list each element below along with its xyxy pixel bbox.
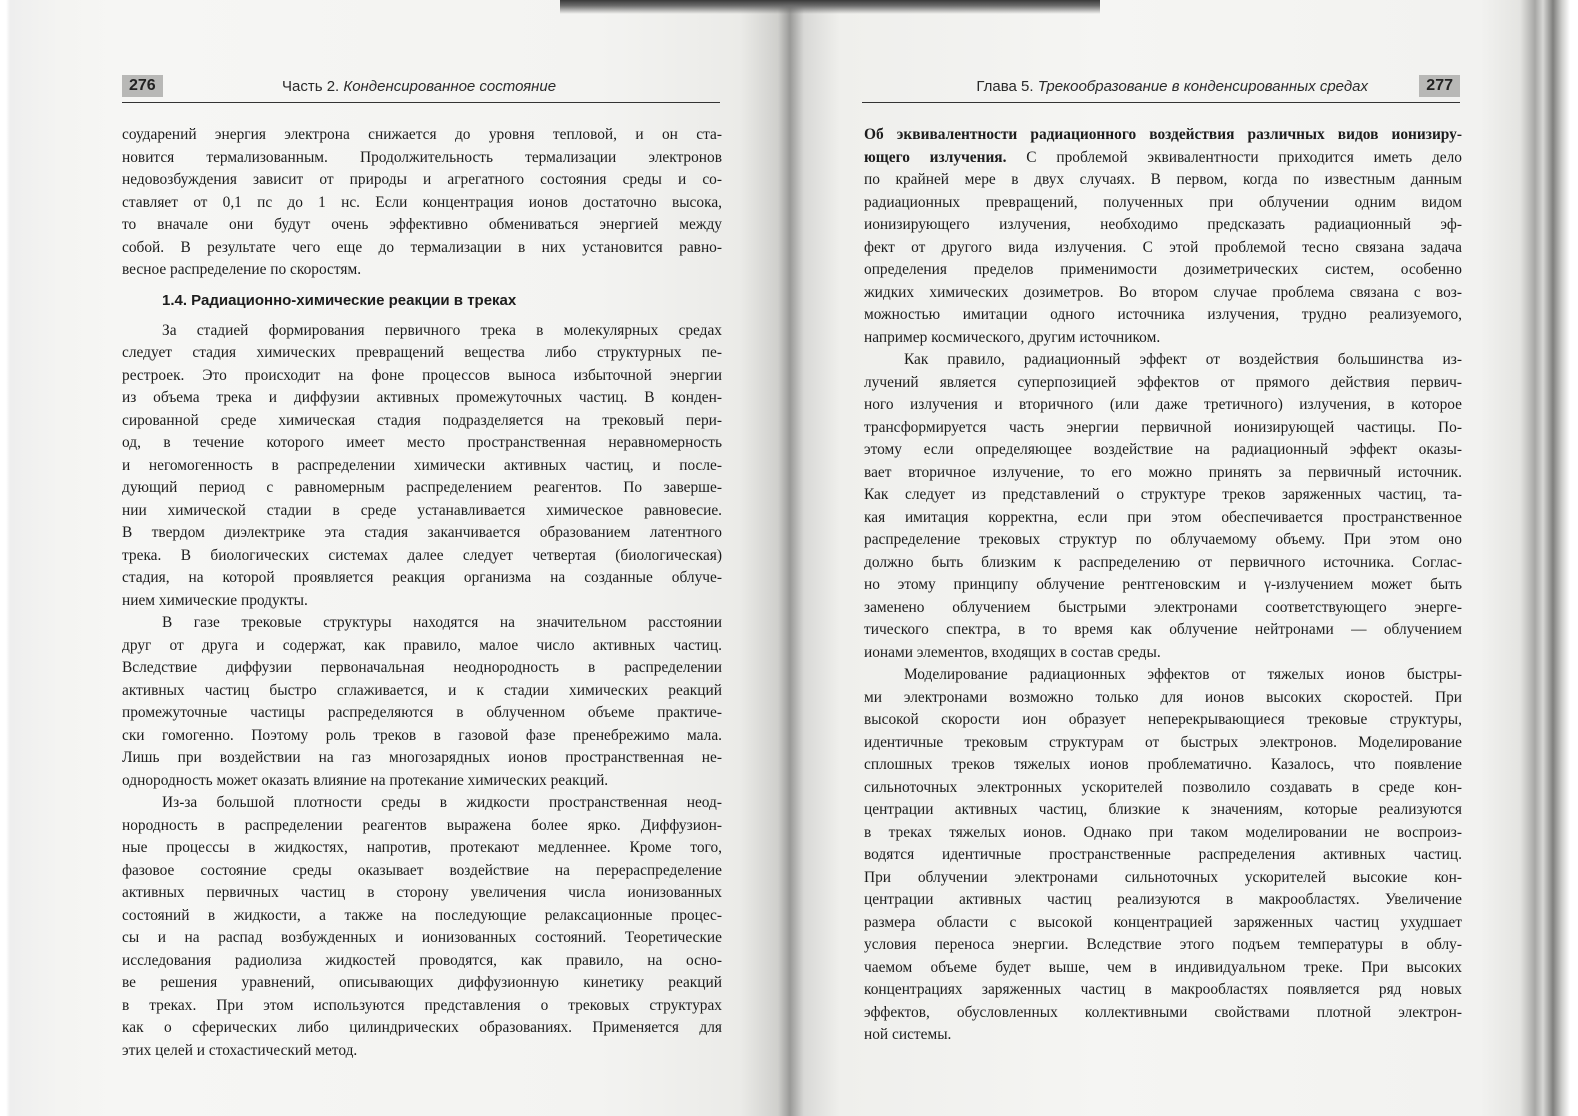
right-page-header: [862, 74, 1460, 103]
text-line: по крайней мере в двух случаях. В первом, когда по известным данным: [864, 171, 1462, 188]
text-line: недовозбуждения зависит от природы и агрегатного состояния среды и со-: [122, 171, 722, 188]
text-line: однородность может оказать влияние на протекание химических реакций.: [122, 771, 609, 789]
text-line: За стадией формирования первичного трека в молекулярных средах: [162, 321, 722, 339]
text-line: лучений является суперпозицией эффектов от прямого действия первич-: [864, 373, 1462, 391]
text-line: должно быть близким к распределению от первичного источника. Соглас-: [864, 553, 1462, 571]
text-line: [864, 124, 1462, 147]
text-line: сильноточных электронных ускорителей позволило создавать в среде кон-: [864, 778, 1462, 796]
text-line: Как следует из представлений о структуре треков заряженных частиц, та-: [864, 486, 1462, 503]
text-line: центрации активных частиц реализуются в макрообластях. Увеличение: [864, 891, 1462, 908]
text-line: концентрациях заряженных частиц в макрообластях появляется ряд новых: [864, 981, 1462, 998]
text-line: трека. В биологических системах далее следует четвертая (биологическая): [122, 546, 722, 564]
text-line: собой. В результате чего еще до термализации в них установится равно-: [122, 238, 722, 256]
text-line: друг от друга и содержат, как правило, малое число активных частиц.: [122, 636, 722, 654]
text-line: размера области с высокой концентрацией заряженных частиц ухудшает: [864, 913, 1462, 931]
text-line: соударений энергия электрона снижается до уровня тепловой, и он ста-: [122, 126, 722, 143]
text-line: ставляет от 0,1 пс до 1 нс. Если концентрация ионов достаточно высока,: [122, 193, 722, 211]
text-line: состояний в жидкости, а также на последующие релаксационные процес-: [122, 906, 722, 924]
text-line: сплошных треков тяжелых ионов проблематично. Казалось, что появление: [864, 756, 1462, 773]
text-line: сированной среде химическая стадия подразделяется на трековый пери-: [122, 411, 722, 429]
left-paragraph-3: [122, 792, 722, 1062]
left-paragraph-1: [122, 320, 722, 613]
right-paragraph-3: [864, 664, 1462, 1047]
text-line: из объема трека и диффузии активных промежуточных частиц. В конден-: [122, 389, 722, 406]
text-line: исследования радиолиза жидкостей проводятся, как правило, на осно-: [122, 951, 722, 969]
text-line: трансформируется часть энергии первичной ионизирующей частицы. По-: [864, 418, 1462, 436]
left-header-title: Конденсированное состояние: [343, 78, 557, 95]
text-line: тического спектра, в то время как облучение нейтронами — облучением: [864, 621, 1462, 638]
bold-lead-text: Об эквивалентности радиационного воздействия различных видов ионизиру-: [864, 126, 1462, 143]
text-line: кая имитация корректна, если при этом обеспечивается пространственное: [864, 508, 1462, 526]
lead-rest-text: С проблемой эквивалентности приходится иметь дело: [1006, 148, 1462, 166]
text-line: этих целей и стохастический метод.: [122, 1041, 358, 1059]
text-line: новится термализованным. Продолжительность термализации электронов: [122, 148, 722, 166]
right-paragraph-1: [864, 124, 1462, 349]
text-line: Моделирование радиационных эффектов от тяжелых ионов быстры-: [904, 666, 1462, 683]
text-line: фазовое состояние среды оказывает воздействие на перераспределение: [122, 861, 722, 879]
text-line: можностью имитации одного источника излучения, трудно реализуемого,: [864, 306, 1462, 323]
right-paragraph-2: [864, 349, 1462, 664]
text-line: центрации активных частиц, близкие к значениям, которые реализуются: [864, 801, 1462, 818]
text-line: сы и на распад возбужденных и ионизованных состояний. Теоретические: [122, 929, 722, 946]
text-line: в треках. При этом используются представления о трековых структурах: [122, 996, 722, 1014]
left-page-header: [122, 74, 720, 103]
text-line: фект от другого вида излучения. С этой проблемой тесно связана задача: [864, 238, 1462, 256]
text-line: эффектов, обусловленных коллективными свойствами плотной электрон-: [864, 1003, 1462, 1021]
text-line: активных первичных частиц в сторону увеличения числа ионизованных: [122, 884, 722, 901]
text-line: вает вторичное излучение, то его можно принять за первичный источник.: [864, 463, 1462, 481]
text-line: нии химической стадии в среде устанавливается химическое равновесие.: [122, 501, 722, 519]
text-line: идентичные трековым структурам от быстрых электронов. Моделирование: [864, 733, 1462, 751]
text-line: ски гомогенно. Поэтому роль треков в газовой фазе пренебрежимо мала.: [122, 726, 722, 744]
section-heading: 1.4. Радиационно-химические реакции в треках: [162, 291, 517, 309]
text-line: высокой скорости ион образует неперекрывающиеся трековые структуры,: [864, 711, 1462, 728]
right-page-body: [864, 124, 1462, 1047]
text-line: чаемом объеме будет выше, чем в индивидуальном треке. При высоких: [864, 958, 1462, 976]
text-line: жидких химических дозиметров. Во втором случае проблема связана с воз-: [864, 283, 1462, 301]
text-line: например космического, другим источником.: [864, 328, 1161, 346]
text-line: заменено облучением быстрыми электронами соответствующего энерге-: [864, 598, 1462, 616]
left-page-body: [122, 124, 722, 1062]
text-line: радиационных превращений, полученных при облучении одним видом: [864, 193, 1462, 211]
text-line: в треках тяжелых ионов. Однако при таком моделировании не воспроиз-: [864, 823, 1462, 841]
text-line: Лишь при воздействии на газ многозарядных ионов пространственная не-: [122, 749, 722, 766]
left-page-number: 276: [122, 75, 163, 97]
text-line: как о сферических либо цилиндрических образованиях. Применяется для: [122, 1019, 722, 1036]
text-line: ные процессы в жидкостях, напротив, протекают медленнее. Кроме того,: [122, 839, 722, 856]
text-line: условия переноса энергии. Вследствие этого подъем температуры в облу-: [864, 936, 1462, 953]
text-line: распределение трековых структур по облучаемому объему. При этом оно: [864, 531, 1462, 548]
text-line: активных частиц быстро сглаживается, и к стадии химических реакций: [122, 681, 722, 699]
text-line: ионами элементов, входящих в состав среды.: [864, 643, 1161, 661]
text-line: рестроек. Это происходит на фоне процессов выноса избыточной энергии: [122, 366, 722, 384]
right-header-title: Трекообразование в конденсированных средах: [1037, 78, 1368, 95]
bold-lead-text: ющего излучения.: [864, 148, 1007, 166]
text-line: од, в течение которого имеет место пространственная неравномерность: [122, 434, 722, 451]
text-line: ве решения уравнений, описывающих диффузионную кинетику реакций: [122, 974, 722, 991]
left-header-part: Часть 2.: [282, 78, 340, 95]
text-line: [864, 147, 1462, 170]
left-paragraph-2: [122, 612, 722, 792]
text-line: нием химические продукты.: [122, 591, 308, 609]
text-line: водятся идентичные пространственные распределения активных частиц.: [864, 846, 1462, 863]
text-line: ионизирующего излучения, необходимо предсказать радиационный эф-: [864, 216, 1462, 233]
text-line: ми электронами возможно только для ионов высоких скоростей. При: [864, 688, 1462, 706]
right-header-part: Глава 5.: [976, 78, 1034, 95]
text-line: весное распределение по скоростям.: [122, 261, 362, 278]
text-line: но этому принципу облучение рентгеновским и γ-излучением может быть: [864, 576, 1462, 593]
text-line: следует стадия химических превращений вещества либо структурных пе-: [122, 344, 722, 361]
text-line: дующий период с равномерным распределением реагентов. По заверше-: [122, 479, 722, 496]
text-line: нородность в распределении реагентов выражена более ярко. Диффузион-: [122, 816, 722, 834]
text-line: этому если определяющее воздействие на радиационный эффект оказы-: [864, 441, 1462, 458]
text-line: промежуточные частицы распределяются в облученном объеме практиче-: [122, 704, 722, 721]
text-line: ной системы.: [864, 1026, 952, 1043]
text-line: то вначале они будут очень эффективно обмениваться энергией между: [122, 216, 722, 233]
right-page: [800, 0, 1578, 1116]
left-intro-paragraph: [122, 124, 722, 282]
right-header-text: [976, 77, 1368, 97]
text-line: определения пределов применимости дозиметрических систем, особенно: [864, 261, 1462, 278]
left-header-text: [282, 77, 556, 97]
right-page-number: 277: [1419, 75, 1460, 97]
text-line: стадия, на которой проявляется реакция организма на созданные облуче-: [122, 569, 722, 586]
text-line: Вследствие диффузии первоначальная неоднородность в распределении: [122, 659, 722, 676]
text-line: В газе трековые структуры находятся на значительном расстоянии: [162, 614, 722, 631]
text-line: Из-за большой плотности среды в жидкости пространственная неод-: [162, 794, 722, 811]
text-line: ного излучения и вторичного (или даже третичного) излучения, в которое: [864, 396, 1462, 413]
text-line: и негомогенность в распределении химически активных частиц, и после-: [122, 456, 722, 474]
text-line: В твердом диэлектрике эта стадия заканчивается образованием латентного: [122, 524, 722, 541]
text-line: При облучении электронами сильноточных ускорителей высокие кон-: [864, 868, 1462, 886]
text-line: Как правило, радиационный эффект от воздействия большинства из-: [904, 351, 1462, 368]
right-paragraph-1-lines: [864, 169, 1462, 349]
